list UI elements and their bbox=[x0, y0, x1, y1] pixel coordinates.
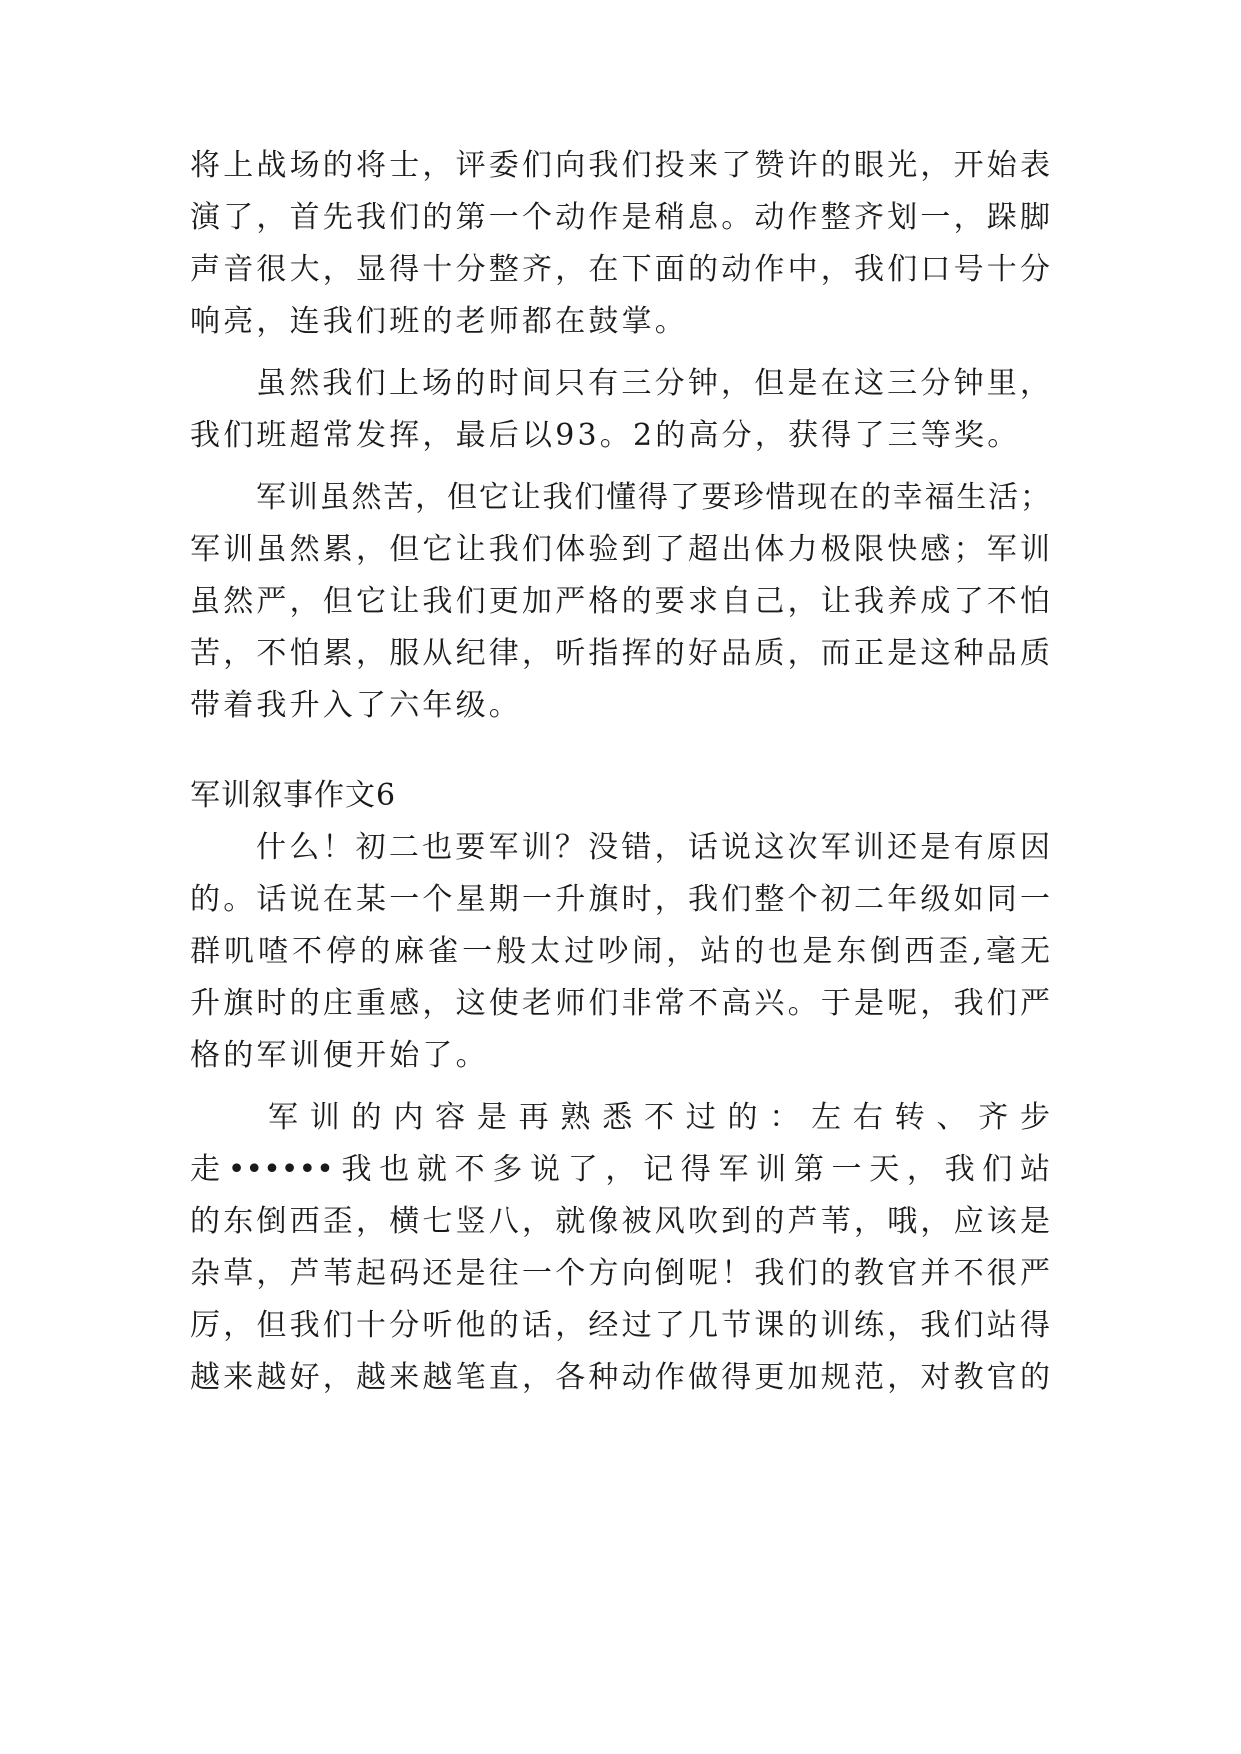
text-line: 军训虽然苦，但它让我们懂得了要珍惜现在的幸福生活； bbox=[256, 480, 1050, 515]
text-line: 带着我升入了六年级。 bbox=[190, 688, 522, 723]
text-line: 厉，但我们十分听他的话，经过了几节课的训练，我们站得 bbox=[190, 1308, 1050, 1343]
text-line: 什么！初二也要军训？没错，话说这次军训还是有原因 bbox=[256, 830, 1050, 865]
text-line: 军训的内容是再熟悉不过的：左右转、齐步 bbox=[268, 1100, 1050, 1135]
text-line: 虽然严，但它让我们更加严格的要求自己，让我养成了不怕 bbox=[190, 584, 1050, 619]
text-line: 走••••••我也就不多说了，记得军训第一天，我们站 bbox=[190, 1152, 1050, 1187]
text-line: 将上战场的将士，评委们向我们投来了赞许的眼光，开始表 bbox=[190, 148, 1050, 183]
text-line: 格的军训便开始了。 bbox=[190, 1038, 489, 1073]
text-line: 虽然我们上场的时间只有三分钟，但是在这三分钟里， bbox=[256, 366, 1050, 401]
text-line: 军训虽然累，但它让我们体验到了超出体力极限快感；军训 bbox=[190, 532, 1050, 567]
text-line: 演了，首先我们的第一个动作是稍息。动作整齐划一，跺脚 bbox=[190, 200, 1050, 235]
text-line: 群叽喳不停的麻雀一般太过吵闹，站的也是东倒西歪,毫无 bbox=[190, 934, 1050, 969]
text-line: 声音很大，显得十分整齐，在下面的动作中，我们口号十分 bbox=[190, 252, 1050, 287]
text-line: 的东倒西歪，横七竖八，就像被风吹到的芦苇，哦，应该是 bbox=[190, 1204, 1050, 1239]
text-line: 升旗时的庄重感，这使老师们非常不高兴。于是呢，我们严 bbox=[190, 986, 1050, 1021]
text-line: 响亮，连我们班的老师都在鼓掌。 bbox=[190, 304, 688, 339]
section-heading: 军训叙事作文6 bbox=[190, 778, 397, 813]
text-line: 苦，不怕累，服从纪律，听指挥的好品质，而正是这种品质 bbox=[190, 636, 1050, 671]
text-line: 越来越好，越来越笔直，各种动作做得更加规范，对教官的 bbox=[190, 1360, 1050, 1395]
text-line: 杂草，芦苇起码还是往一个方向倒呢！我们的教官并不很严 bbox=[190, 1256, 1050, 1291]
text-line: 我们班超常发挥，最后以93。2的高分，获得了三等奖。 bbox=[190, 418, 1021, 453]
text-line: 的。话说在某一个星期一升旗时，我们整个初二年级如同一 bbox=[190, 882, 1050, 917]
